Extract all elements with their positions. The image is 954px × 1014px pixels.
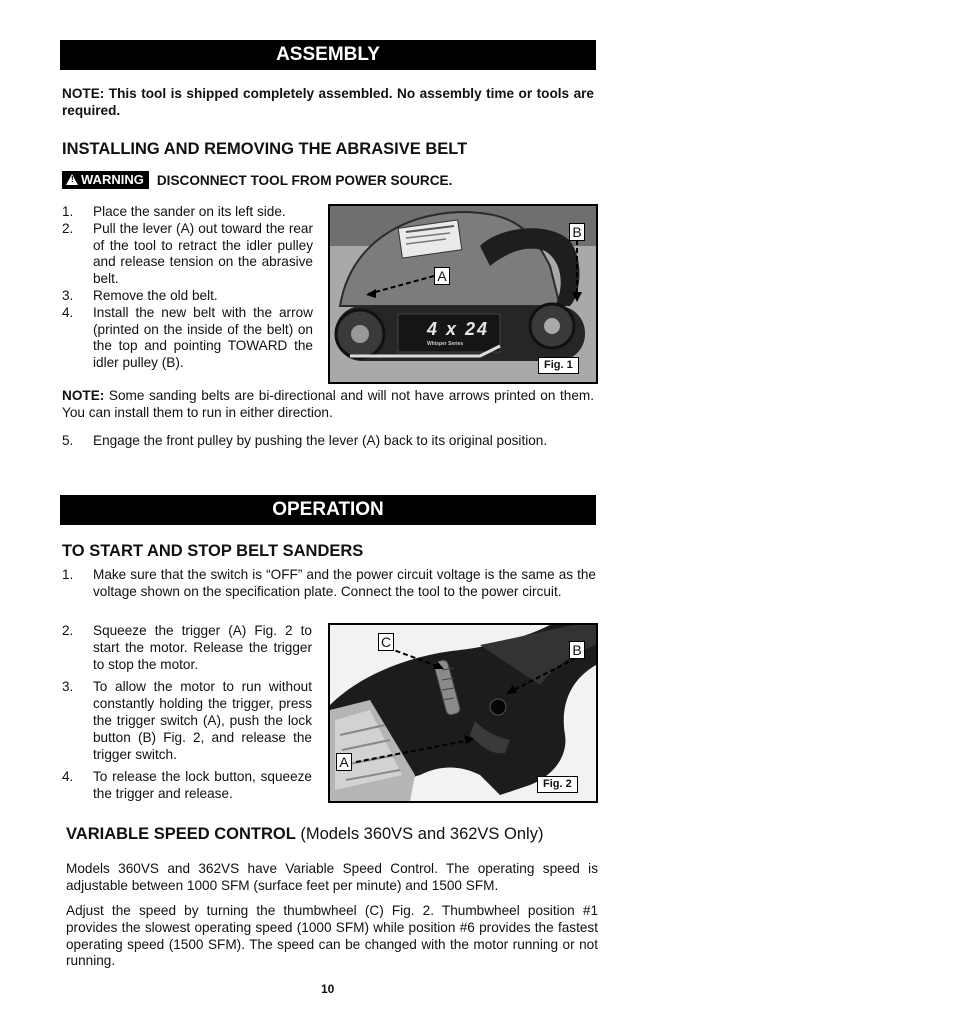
figure-2-label: Fig. 2 xyxy=(537,776,578,793)
variable-speed-para-2: Adjust the speed by turning the thumbwheel (C) Fig. 2. Thumbwheel position #1 provides the slowest operating speed (1000 SFM) while position #6 provides the fastest operating speed (1500 SFM). The speed can be changed with the motor running or not running. xyxy=(66,903,598,969)
warning-badge xyxy=(62,171,149,189)
operation-step-1 xyxy=(62,567,596,601)
assembly-steps xyxy=(62,204,313,372)
callout-a: A xyxy=(434,267,450,285)
figure-1-leaders xyxy=(330,206,596,382)
installing-heading: INSTALLING AND REMOVING THE ABRASIVE BELT xyxy=(62,140,468,158)
warning-tag-label: WARNING xyxy=(81,172,144,187)
figure-2-leaders xyxy=(330,625,596,801)
list-item: 2. Pull the lever (A) out toward the rear of the tool to retract the idler pulley and release tension on the abrasive belt. xyxy=(62,220,313,287)
operation-steps xyxy=(62,623,312,803)
figure-2 xyxy=(328,623,598,803)
figure-1 xyxy=(328,204,598,384)
note-bidirectional: NOTE: Some sanding belts are bi-directional and will not have arrows printed on them. You can install them to run in either direction. xyxy=(62,388,594,420)
operation-banner: OPERATION xyxy=(60,495,596,525)
list-item: 1. Place the sander on its left side. xyxy=(62,204,286,219)
page-number: 10 xyxy=(321,982,335,996)
list-item: 3. To allow the motor to run without constantly holding the trigger, press the trigger switch (A), push the lock button (B) Fig. 2, and release the trigger switch. xyxy=(62,679,312,762)
step-5: 5. Engage the front pulley by pushing the lever (A) back to its original position. xyxy=(62,433,548,448)
variable-speed-heading: VARIABLE SPEED CONTROL (Models 360VS and 362VS Only) xyxy=(66,825,544,843)
list-item: 2. Squeeze the trigger (A) Fig. 2 to start the motor. Release the trigger to stop the motor. xyxy=(62,623,312,672)
callout-b: B xyxy=(569,641,585,659)
callout-a: A xyxy=(336,753,352,771)
warning-triangle-icon: ! xyxy=(66,174,78,185)
list-item: 4. To release the lock button, squeeze the trigger and release. xyxy=(62,769,312,802)
warning-text: DISCONNECT TOOL FROM POWER SOURCE. xyxy=(156,172,453,188)
figure-1-label: Fig. 1 xyxy=(538,357,579,374)
callout-b: B xyxy=(569,223,585,241)
start-stop-heading: TO START AND STOP BELT SANDERS xyxy=(62,542,364,560)
warning-row xyxy=(62,171,452,189)
list-item: 3. Remove the old belt. xyxy=(62,287,218,303)
list-item: 1. Make sure that the switch is “OFF” and the power circuit voltage is the same as the voltage shown on the specification plate. Connect the tool to the power circuit. xyxy=(62,567,596,599)
variable-speed-para-1: Models 360VS and 362VS have Variable Speed Control. The operating speed is adjustable between 1000 SFM (surface feet per minute) and 1500 SFM. xyxy=(66,861,598,893)
assembly-banner: ASSEMBLY xyxy=(60,40,596,70)
assembly-note: NOTE: This tool is shipped completely assembled. No assembly time or tools are required. xyxy=(62,86,594,118)
list-item: 4. Install the new belt with the arrow (printed on the inside of the belt) on the top and pointing TOWARD the idler pulley (B). xyxy=(62,304,313,371)
belt-series-plate: Whisper Series xyxy=(427,341,464,347)
callout-c: C xyxy=(378,633,394,651)
belt-size-plate: 4 x 24 xyxy=(427,319,490,339)
